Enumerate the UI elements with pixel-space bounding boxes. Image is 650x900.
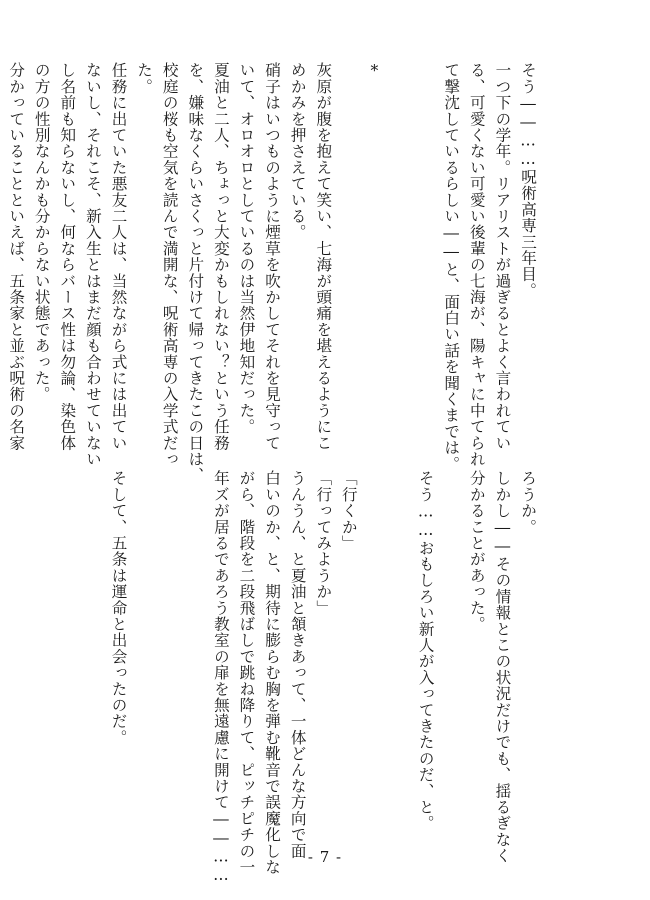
upper-text-block bbox=[7, 62, 540, 484]
text-line: そう……おもしろい新人が入ってきたのだ、と。 bbox=[416, 470, 435, 832]
text-line: 任務に出ていた悪友二人は、当然ながら式には出てい bbox=[109, 62, 128, 451]
text-line: 分かっていることといえば、五条家と並ぶ呪術の名家 bbox=[7, 62, 26, 451]
text-line: 白いのか、と、期待に膨らむ胸を弾む靴音で誤魔化しな bbox=[263, 470, 282, 875]
blank-line bbox=[386, 62, 412, 427]
blank-line bbox=[361, 470, 387, 825]
text-line: がら、階段を二段飛ばしで跳ね降りて、ピッチピチの一 bbox=[237, 470, 256, 875]
text-line: そして、五条は運命と出会ったのだ。 bbox=[109, 470, 128, 746]
text-line: 分かることがあった。 bbox=[467, 470, 486, 632]
blank-line bbox=[156, 470, 182, 825]
text-line: 夏油と二人、ちょっと大変かもしれない？という任務 bbox=[211, 62, 230, 451]
lower-text-block bbox=[109, 470, 540, 885]
blank-line bbox=[438, 470, 464, 825]
text-line: る、可愛くない可愛い後輩の七海が、陽キャに中てられ bbox=[467, 62, 486, 467]
text-line: しかし――その情報とこの状況だけでも、揺るぎなく bbox=[493, 470, 512, 864]
text-line: 灰原が腹を抱えて笑い、七海が頭痛を堪えるようにこ bbox=[314, 62, 333, 451]
text-line: 校庭の桜も空気を読んで満開な、呪術高専の入学式だっ bbox=[160, 62, 179, 467]
text-line: ないし、それこそ、新入生とはまだ顔も合わせていない bbox=[83, 62, 102, 467]
text-line: そう――……呪術高専三年目。 bbox=[519, 62, 537, 299]
blank-line bbox=[131, 470, 157, 825]
text-line: うんうん、と夏油と頷きあって、一体どんな方向で面 bbox=[288, 470, 307, 859]
dialogue-line: 「行くか」 bbox=[339, 470, 358, 551]
page-number: - 7 - bbox=[307, 848, 343, 866]
blank-line bbox=[335, 62, 361, 427]
text-line: めかみを押さえている。 bbox=[288, 62, 307, 241]
text-line: 年ズが居るであろう教室の扉を無遠慮に開けて――…… bbox=[211, 470, 230, 885]
blank-line bbox=[412, 62, 438, 427]
section-break-asterisk: * bbox=[365, 62, 384, 81]
text-line: し名前も知らないし、何ならバース性は勿論、染色体 bbox=[58, 62, 77, 451]
text-line: 硝子はいつものように煙草を吹かしてそれを見守って bbox=[263, 62, 282, 451]
text-line bbox=[0, 62, 3, 427]
blank-line bbox=[386, 470, 412, 825]
dialogue-line: 「行ってみようか」 bbox=[314, 470, 333, 616]
text-line: て撃沈しているらしい――と、面白い話を聞くまでは。 bbox=[442, 62, 461, 472]
text-line: ろうか。 bbox=[519, 470, 537, 535]
text-line: 一つ下の学年。リアリストが過ぎるとよく言われてい bbox=[493, 62, 512, 451]
blank-line bbox=[182, 470, 208, 825]
text-line: を、嫌味なくらいさくっと片付けて帰ってきたこの日は、 bbox=[186, 62, 205, 484]
text-line: の方の性別なんかも分からない状態であった。 bbox=[32, 62, 51, 403]
text-line: た。 bbox=[135, 62, 154, 95]
text-line: いて、オロオロとしているのは当然伊地知だった。 bbox=[237, 62, 256, 435]
